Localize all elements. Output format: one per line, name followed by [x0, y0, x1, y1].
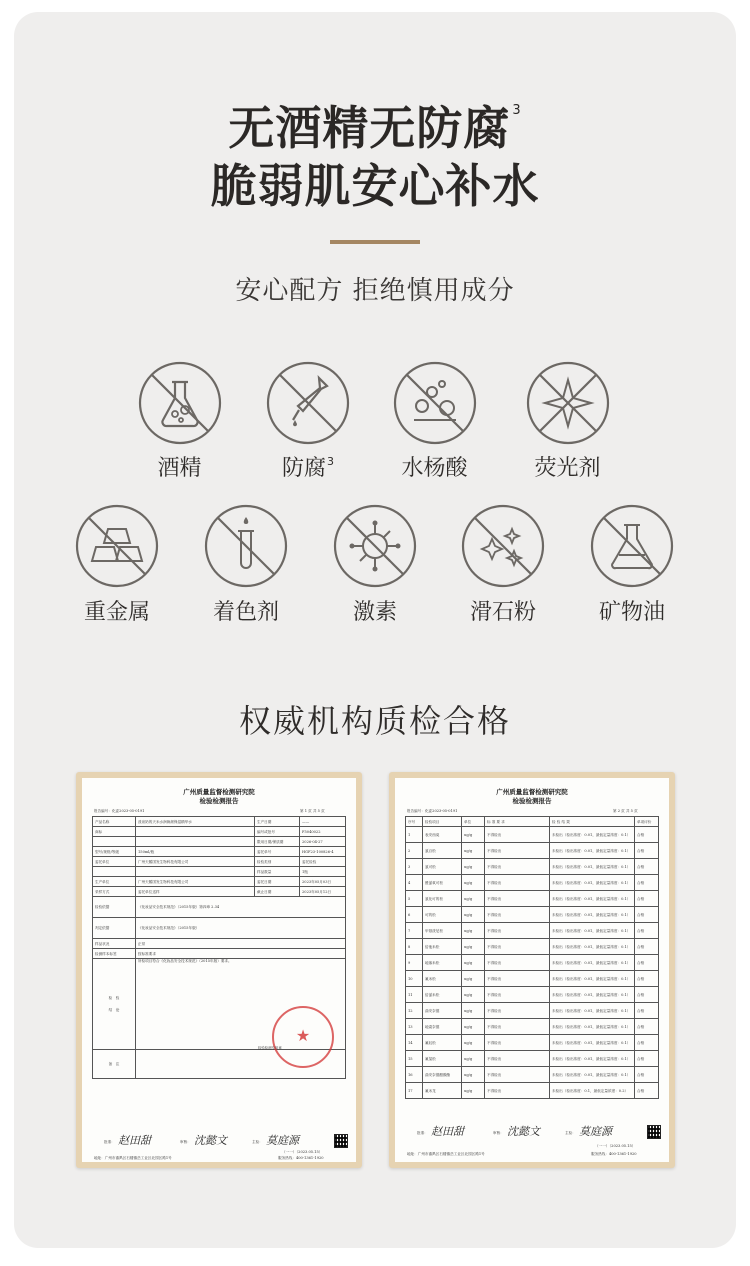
ingredient-label: 防腐$^3$	[281, 455, 334, 481]
table-row: 15 氟氢松 ug/g 不得检出 未检出（检出浓度：0.01，最低定量浓度：0.1） 合格	[406, 1051, 659, 1067]
stamp-caption: 检验检测专用章	[258, 1046, 282, 1050]
ingredient-label: 酒精	[157, 456, 202, 481]
reviewer-signature: 沈懿文	[507, 1125, 540, 1138]
table-row: 14 氟轻松 ug/g 不得检出 未检出（检出浓度：0.01，最低定量浓度：0.1） 合格	[406, 1035, 659, 1051]
table-row: 9 地塞米松 ug/g 不得检出 未检出（检出浓度：0.01，最低定量浓度：0.1） 合格	[406, 955, 659, 971]
dropper-icon	[265, 360, 351, 446]
test-tube-icon	[203, 503, 289, 589]
table-row: 7 甲基泼尼松 ug/g 不得检出 未检出（检出浓度：0.01，最低定量浓度：0.1） 合格	[406, 923, 659, 939]
report-phone: 服务热线：400-1361-1920	[591, 1152, 637, 1156]
page-number: 第 2 页 共 5 页	[613, 809, 638, 813]
ingredient-label: 矿物油	[598, 600, 665, 625]
report-number: 报告编号：化委2023-05-0191	[94, 809, 145, 813]
subtitle: 安心配方 拒绝慎用成分	[235, 276, 515, 306]
table-row: 1 表安西莫 ug/g 不得检出 未检出（检出浓度：0.01，最低定量浓度：0.1） 合格	[406, 827, 659, 843]
approver-label: 批准：	[104, 1140, 115, 1144]
table-row: 6 可的松 ug/g 不得检出 未检出（检出浓度：0.01，最低定量浓度：0.1） 合格	[406, 907, 659, 923]
table-row: 17 氟米龙 ug/g 不得检出 未检出（检出浓度：0.1，最低定量浓度：0.2） 合格	[406, 1083, 659, 1099]
section-title: 权威机构质检合格	[238, 702, 511, 740]
page-number: 第 1 页 共 5 页	[300, 809, 325, 813]
report-phone: 服务热线：400-1361-1920	[278, 1156, 324, 1160]
approver-signature: 赵田甜	[118, 1134, 151, 1147]
molecule-bubbles-icon	[392, 360, 478, 446]
table-row: 3 氯可松 ug/g 不得检出 未检出（检出浓度：0.01，最低定量浓度：0.1） 合格	[406, 859, 659, 875]
ingredient-label: 激素	[352, 600, 397, 625]
table-row: 13 地索奈德 ug/g 不得检出 未检出（检出浓度：0.01，最低定量浓度：0.1） 合格	[406, 1019, 659, 1035]
reviewer-label: 审核：	[180, 1140, 191, 1144]
sparkle-icon	[525, 360, 611, 446]
test-items-table: 序号 检验项目 单位 标 准 要 求 检 验 结 果 单项评价 1 表安西莫 ug/g 不得检出 未检出（检出浓度：0.01，最低定量浓度：0.1） 合格 2 氯百松 ug/g 不得检出 未检出（检出浓度：0.01，最低定量浓度：0.1） 合格 3 氯可松 ug/g 不得检出 未检出（检出浓度：0.01，最低定量浓度：0.1） 合格 4 醛氯氧可松 ug/g 不得检出 未检出（检出浓度：0.01，最低定量浓度：0.1） 合格 5 氯化可的松 ug/g 不得检出 未检出（检出浓度：0.01，最低定量浓度：0.1） 合格 6 可的松 ug/g 不得检出 未检出（检出浓度：0.01，最低定量浓度：0.1） 合格 7 甲基泼尼松 ug/g 不得检出 未检出（检出浓度：0.01，最低定量浓度：0.1） 合格 8 倍他米松 ug/g 不得检出 未检出（检出浓度：0.01，最低定量浓度：0.1） 合格 9 地塞米松 ug/g 不得检出 未检出（检出浓度：0.01，最低定量浓度：0.1） 合格 10 氟米松 ug/g 不得检出 未检出（检出浓度：0.01，最低定量浓度：0.1） 合格 11 倍氯米松 ug/g 不得检出 未检出（检出浓度：0.01，最低定量浓度：0.1） 合格 12 曲安奈德 ug/g 不得检出 未检出（检出浓度：0.01，最低定量浓度：0.1） 合格 13 地索奈德 ug/g 不得检出 未检出（检出浓度：0.01，最低定量浓度：0.1） 合格 14 氟轻松 ug/g 不得检出 未检出（检出浓度：0.01，最低定量浓度：0.1） 合格 15 氟氢松 ug/g 不得检出 未检出（检出浓度：0.01，最低定量浓度：0.1） 合格 16 曲安奈德醋酸酯 ug/g 不得检出 未检出（检出浓度：0.01，最低定量浓度：0.1） 合格 17 氟米龙 ug/g 不得检出 未检出（检出浓度：0.1，最低定量浓度：0.2） 合格	[405, 816, 659, 1099]
official-stamp: ★	[272, 1006, 334, 1068]
headline-superscript: 3	[512, 103, 522, 118]
flask-bubbles-icon	[137, 360, 223, 446]
report-number: 报告编号：化委2023-05-0191	[407, 809, 458, 813]
ingredient-label: 水杨酸	[401, 456, 468, 481]
report-title: 广州质量监督检测研究院 检验检测报告	[496, 788, 568, 805]
checker-label: 主检：	[565, 1131, 576, 1135]
table-row: 8 倍他米松 ug/g 不得检出 未检出（检出浓度：0.01，最低定量浓度：0.1） 合格	[406, 939, 659, 955]
table-row: 12 曲安奈德 ug/g 不得检出 未检出（检出浓度：0.01，最低定量浓度：0.1） 合格	[406, 1003, 659, 1019]
ingot-stack-icon	[74, 503, 160, 589]
qr-code-icon[interactable]	[647, 1125, 661, 1139]
checker-label: 主检：	[252, 1140, 263, 1144]
checker-signature: 莫庭源	[579, 1125, 612, 1138]
table-row: 16 曲安奈德醋酸酯 ug/g 不得检出 未检出（检出浓度：0.01，最低定量浓度：0.1） 合格	[406, 1067, 659, 1083]
report-title: 广州质量监督检测研究院 检验检测报告	[183, 788, 255, 805]
table-row: 10 氟米松 ug/g 不得检出 未检出（检出浓度：0.01，最低定量浓度：0.1） 合格	[406, 971, 659, 987]
test-report-page-2	[389, 772, 675, 1168]
powder-sparkle-icon	[460, 503, 546, 589]
erlenmeyer-flask-icon	[589, 503, 675, 589]
reviewer-label: 审核：	[493, 1131, 504, 1135]
report-info-table: 产品名称 泼泉奶的天米水润焕颜保湿精华水 生产日期 —— 商标 编号或批号 F5040022 限用日期/保质期 2026-04-27 型号/规格/等级 150ml/瓶 委托单号 HGF23-100826-4 委托单位 广州天鹅国发生物科技有限公司 检验类别 委托检验 样品数量 1瓶 生产单位 广州天鹅国发生物科技有限公司 委托日期 2023年05月03日 采样方式 委托单位送样 截止日期 2023年05月12日 检验依据 《化妆品安全技术规范》（2015年版）第四章 2.34 判定依据 《化妆品安全技术规范》（2015年版） 样品状况 正常 检测样本标签 按标准要求 检 验 结 论 所检项目符合《化妆品安全技术规范》（2015年版）要求。 备 注	[92, 816, 346, 1079]
divider-rule	[330, 240, 420, 244]
ingredient-label: 滑石粉	[469, 600, 536, 625]
table-row: 11 倍氯米松 ug/g 不得检出 未检出（检出浓度：0.01，最低定量浓度：0.1） 合格	[406, 987, 659, 1003]
report-date: （一一）（2023.05.15）	[282, 1150, 323, 1154]
ingredient-label: 重金属	[83, 600, 150, 625]
ingredient-label: 荧光剂	[534, 456, 601, 481]
headline-line-2: 脆弱肌安心补水	[210, 159, 540, 213]
table-row: 2 氯百松 ug/g 不得检出 未检出（检出浓度：0.01，最低定量浓度：0.1） 合格	[406, 843, 659, 859]
report-address: 地址：广州市番禺区石楼镇岳工业区北园区路1号	[94, 1156, 172, 1160]
report-address: 地址：广州市番禺区石楼镇岳工业区北园区路1号	[407, 1152, 485, 1156]
test-report-page-1	[76, 772, 362, 1168]
headline-line-1: 无酒精无防腐 $^3$	[228, 101, 522, 155]
qr-code-icon[interactable]	[334, 1134, 348, 1148]
reviewer-signature: 沈懿文	[194, 1134, 227, 1147]
approver-label: 批准：	[417, 1131, 428, 1135]
ingredient-label: 着色剂	[212, 600, 279, 625]
report-date: （一一）（2023.05.15）	[595, 1144, 636, 1148]
approver-signature: 赵田甜	[431, 1125, 464, 1138]
virus-icon	[332, 503, 418, 589]
table-row: 5 氯化可的松 ug/g 不得检出 未检出（检出浓度：0.01，最低定量浓度：0.1） 合格	[406, 891, 659, 907]
table-row: 4 醛氯氧可松 ug/g 不得检出 未检出（检出浓度：0.01，最低定量浓度：0.1） 合格	[406, 875, 659, 891]
checker-signature: 莫庭源	[266, 1134, 299, 1147]
